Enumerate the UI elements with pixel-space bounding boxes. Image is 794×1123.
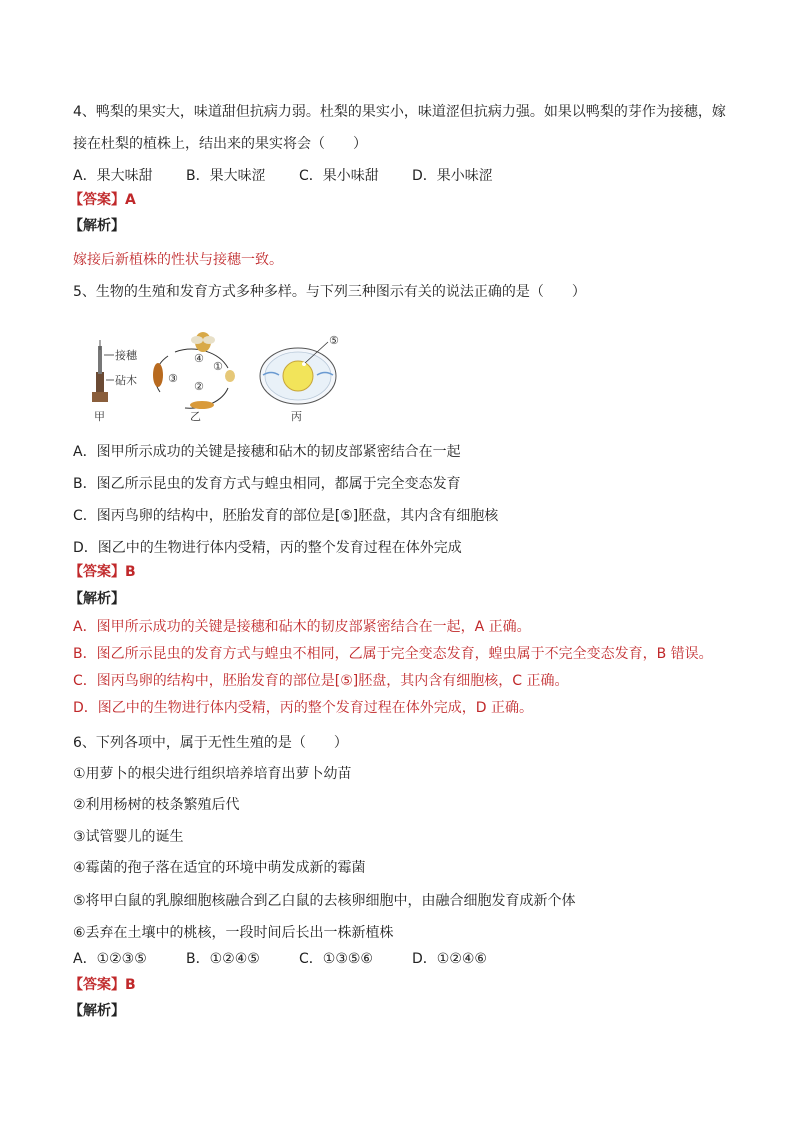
q4-stem-line2: 接在杜梨的植株上，结出来的果实将会（ ） (73, 136, 367, 152)
q5-analysis-c: C．图丙鸟卵的结构中，胚胎发育的部位是[⑤]胚盘，其内含有细胞核，C 正确。 (73, 673, 569, 689)
q6-item-1: ①用萝卜的根尖进行组织培养培育出萝卜幼苗 (73, 766, 352, 782)
label-yi: 乙 (190, 410, 201, 423)
q4-option-c: C．果小味甜 (299, 168, 379, 184)
yi-number-4: ④ (194, 352, 204, 365)
q5-analysis-d: D．图乙中的生物进行体内受精，丙的整个发育过程在体外完成，D 正确。 (73, 700, 534, 716)
q5-option-b: B．图乙所示昆虫的发育方式与蝗虫相同，都属于完全变态发育 (73, 476, 461, 492)
q5-analysis-label: 【解析】 (69, 591, 125, 607)
q5-figure (80, 330, 350, 425)
q6-item-3: ③试管婴儿的诞生 (73, 829, 184, 845)
q4-option-a: A．果大味甜 (73, 168, 153, 184)
yi-number-2: ② (194, 380, 204, 393)
figure-yi-insect-cycle (153, 332, 235, 423)
label-jia: 甲 (94, 410, 105, 423)
q6-option-b: B．①②④⑤ (186, 951, 260, 967)
q6-option-c: C．①③⑤⑥ (299, 951, 373, 967)
q6-item-4: ④霉菌的孢子落在适宜的环境中萌发成新的霉菌 (73, 860, 366, 876)
q4-analysis: 嫁接后新植株的性状与接穗一致。 (73, 252, 283, 268)
label-bing: 丙 (291, 410, 302, 423)
q5-answer: 【答案】B (69, 564, 136, 580)
q6-stem: 6、下列各项中，属于无性生殖的是（ ） (73, 735, 348, 751)
q6-options (73, 949, 487, 969)
bing-number-5: ⑤ (329, 334, 339, 347)
figure-jia-grafting (92, 340, 138, 423)
figure-bing-bird-egg (260, 334, 339, 423)
q6-item-6: ⑥丢弃在土壤中的桃核，一段时间后长出一株新植株 (73, 925, 394, 941)
q6-item-5: ⑤将甲白鼠的乳腺细胞核融合到乙白鼠的去核卵细胞中，由融合细胞发育成新个体 (73, 893, 576, 909)
q4-option-b: B．果大味涩 (186, 168, 266, 184)
q5-analysis-b: B．图乙所示昆虫的发育方式与蝗虫不相同，乙属于完全变态发育，蝗虫属于不完全变态发育，B 错误。 (73, 646, 713, 662)
yi-number-3: ③ (168, 372, 178, 385)
q4-option-d: D．果小味涩 (412, 168, 493, 184)
q5-analysis-a: A．图甲所示成功的关键是接穗和砧木的韧皮部紧密结合在一起，A 正确。 (73, 619, 531, 635)
q5-option-c: C．图丙鸟卵的结构中，胚胎发育的部位是[⑤]胚盘，其内含有细胞核 (73, 508, 499, 524)
q4-answer: 【答案】A (69, 192, 136, 208)
q6-item-2: ②利用杨树的枝条繁殖后代 (73, 797, 240, 813)
q6-option-d: D．①②④⑥ (412, 951, 487, 967)
q6-option-a: A．①②③⑤ (73, 951, 147, 967)
q6-analysis-label: 【解析】 (69, 1003, 125, 1019)
q4-stem-line1: 4、鸭梨的果实大，味道甜但抗病力弱。杜梨的果实小，味道涩但抗病力强。如果以鸭梨的芽作为接穗，嫁 (73, 104, 726, 120)
yi-number-1: ① (213, 360, 223, 373)
scion-label: 接穗 (115, 349, 137, 362)
q6-answer: 【答案】B (69, 977, 136, 993)
q4-options (73, 166, 493, 186)
q5-stem: 5、生物的生殖和发育方式多种多样。与下列三种图示有关的说法正确的是（ ） (73, 284, 586, 300)
stock-label: 砧木 (115, 374, 137, 387)
q5-option-d: D．图乙中的生物进行体内受精，丙的整个发育过程在体外完成 (73, 540, 462, 556)
q5-option-a: A．图甲所示成功的关键是接穗和砧木的韧皮部紧密结合在一起 (73, 444, 461, 460)
q4-analysis-label: 【解析】 (69, 218, 125, 234)
